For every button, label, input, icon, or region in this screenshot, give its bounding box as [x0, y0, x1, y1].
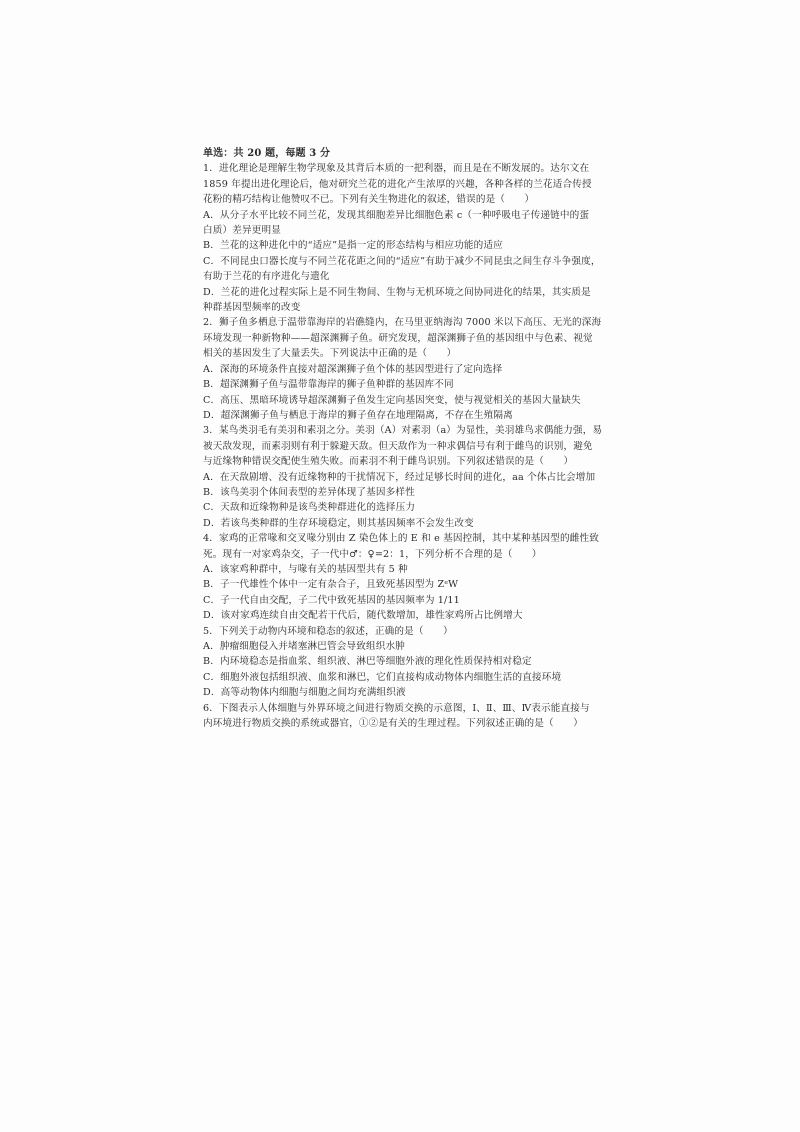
text-line: A．在天敌剧增、没有近缘物种的干扰情况下，经过足够长时间的进化，aa 个体占比会增加: [203, 471, 596, 483]
text-line: 相关的基因发生了大量丢失。下列说法中正确的是（ ）: [203, 348, 457, 360]
text-line: C．天敌和近缘物种是该鸟类种群进化的选择压力: [203, 502, 416, 514]
text-line: 5．下列关于动物内环境和稳态的叙述，正确的是（ ）: [203, 625, 453, 637]
text-line: 被天敌发现，而素羽则有利于躲避天敌。但天敌作为一种求偶信号有利于雌鸟的识别，避免: [203, 440, 593, 452]
text-line: 内环境进行物质交换的系统或器官，①②是有关的生理过程。下列叙述正确的是（ ）: [203, 718, 584, 730]
text-line: 2．狮子鱼多栖息于温带靠海岸的岩礁缝内，在马里亚纳海沟 7000 米以下高压、无光的深海: [203, 317, 602, 329]
text-line: B．子一代雄性个体中一定有杂合子，且致死基因型为 ZᵉW: [203, 579, 459, 591]
text-line: 种群基因型频率的改变: [203, 302, 301, 314]
text-line: A．该家鸡种群中，与喙有关的基因型共有 5 种: [203, 563, 408, 575]
text-line: 死。现有一对家鸡杂交，子一代中♂：♀=2：1，下列分析不合理的是（ ）: [203, 548, 542, 560]
text-line: B．内环境稳态是指血浆、组织液、淋巴等细胞外液的理化性质保持相对稳定: [203, 656, 532, 668]
text-line: D．超深渊狮子鱼与栖息于海岸的狮子鱼存在地理隔离，不存在生殖隔离: [203, 409, 513, 421]
text-line: D．若该鸟类种群的生存环境稳定，则其基因频率不会发生改变: [203, 517, 474, 529]
text-line: 与近缘物种错误交配使生殖失败。而素羽不利于雌鸟识别。下列叙述错误的是（ ）: [203, 456, 574, 468]
text-line: 4．家鸡的正常喙和交叉喙分别由 Z 染色体上的 E 和 e 基因控制，其中某种基因型的雌性致: [203, 533, 600, 545]
text-line: 白质）差异更明显: [203, 225, 281, 237]
exam-text-block: [203, 146, 603, 731]
text-line: A．从分子水平比较不同兰花，发现其细胞差异比细胞色素 c（一种呼吸电子传递链中的蛋: [203, 209, 590, 221]
text-line: A．深海的环境条件直接对超深渊狮子鱼个体的基因型进行了定向选择: [203, 363, 503, 375]
text-line: 1859 年提出进化理论后，他对研究兰花的进化产生浓厚的兴趣，各种各样的兰花适合传授: [203, 178, 592, 190]
text-line: A．肿瘤细胞侵入并堵塞淋巴管会导致组织水肿: [203, 641, 405, 652]
text-line: D．兰花的进化过程实际上是不同生物间、生物与无机环境之间协同进化的结果，其实质是: [203, 286, 591, 298]
text-line: D．高等动物体内细胞与细胞之间均充满组织液: [203, 687, 406, 699]
text-line: 1．进化理论是理解生物学现象及其背后本质的一把利器，而且是在不断发展的。达尔文在: [203, 163, 590, 175]
text-line: C．子一代自由交配，子二代中致死基因的基因频率为 1/11: [203, 594, 460, 606]
text-line: B．兰花的这种进化中的“适应”是指一定的形态结构与相应功能的适应: [203, 240, 503, 252]
section-heading: 单选：共 20 题，每题 3 分: [203, 148, 331, 159]
text-line: 花粉的精巧结构让他赞叹不已。下列有关生物进化的叙述，错误的是（ ）: [203, 194, 535, 206]
text-line: D．该对家鸡连续自由交配若干代后，随代数增加，雄性家鸡所占比例增大: [203, 610, 523, 622]
text-line: 6．下图表示人体细胞与外界环境之间进行物质交换的示意图，Ⅰ、Ⅱ、Ⅲ、Ⅳ表示能直接与: [203, 702, 590, 714]
text-line: B．超深渊狮子鱼与温带靠海岸的狮子鱼种群的基因库不同: [203, 379, 454, 391]
text-line: 环境发现一种新物种——超深渊狮子鱼。研究发现，超深渊狮子鱼的基因组中与色素、视觉: [203, 332, 593, 344]
text-line: C．高压、黑暗环境诱导超深渊狮子鱼发生定向基因突变，使与视觉相关的基因大量缺失: [203, 394, 581, 406]
text-line: C．不同昆虫口器长度与不同兰花花距之间的“适应”有助于减少不同昆虫之间生存斗争强度，有助于兰花的有序进化与遗化: [203, 255, 601, 283]
text-line: C．细胞外液包括组织液、血浆和淋巴，它们直接构成动物体内细胞生活的直接环境: [203, 671, 562, 683]
text-line: 3．某鸟类羽毛有美羽和素羽之分。美羽（A）对素羽（a）为显性，美羽雄鸟求偶能力强，易: [203, 425, 603, 437]
text-line: B．该鸟美羽个体间表型的差异体现了基因多样性: [203, 486, 415, 498]
